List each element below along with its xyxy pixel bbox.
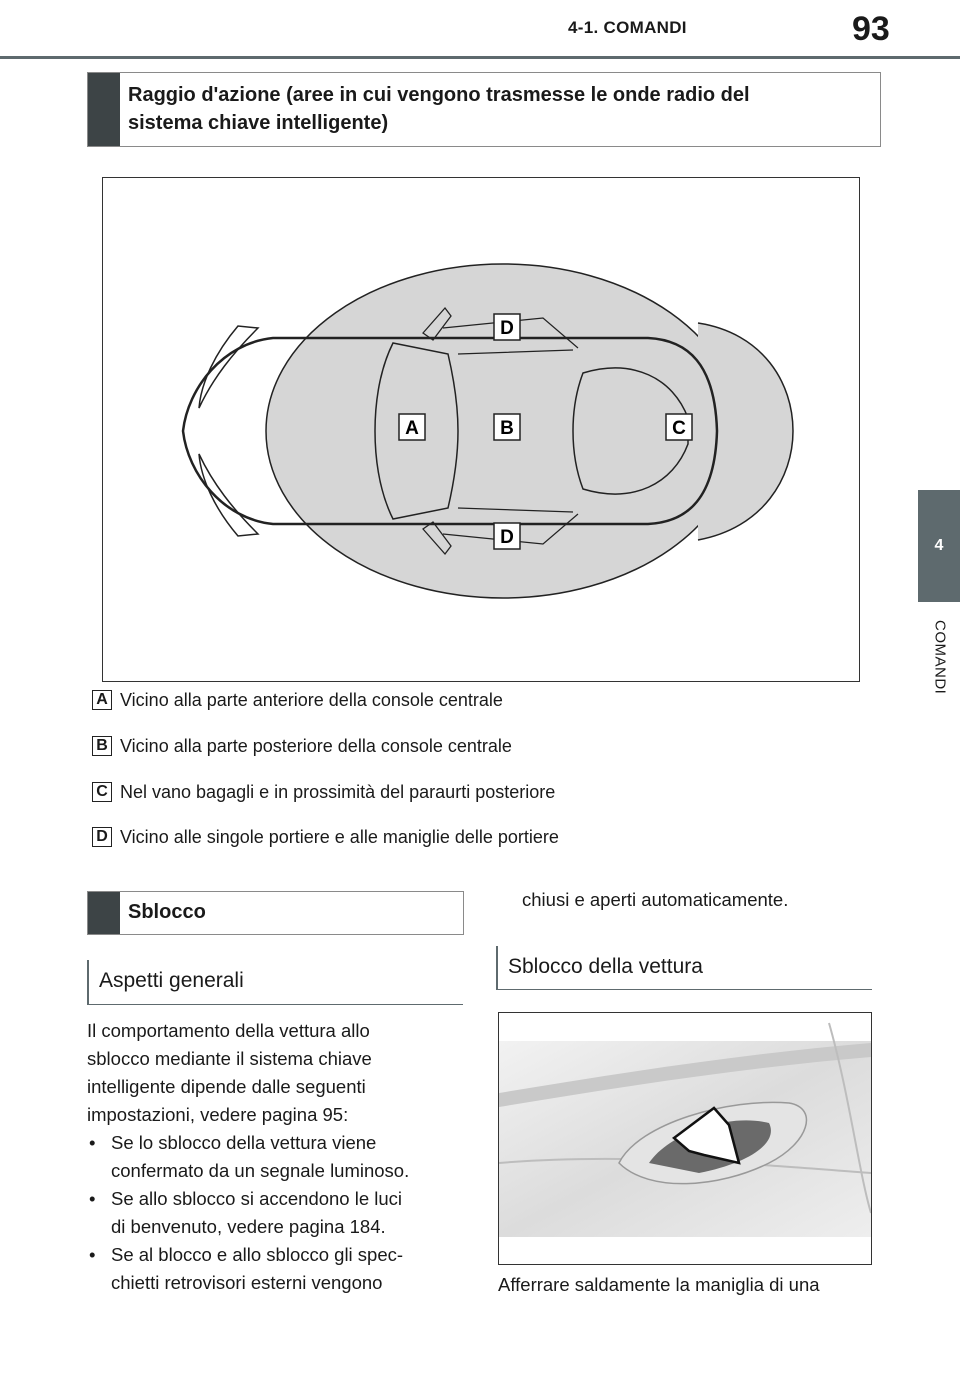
legend-item-a [92, 689, 503, 711]
legend-item-d [92, 826, 559, 848]
range-title-line2: sistema chiave intelligente) [128, 112, 389, 134]
legend-text-d: Vicino alle singole portiere e alle maniglie delle portiere [120, 826, 559, 847]
zone-label-c: C [672, 418, 686, 439]
bullet-item: • Se lo sblocco della vettura viene confermato da un segnale luminoso. [89, 1132, 410, 1181]
chapter-tab: 4 [918, 490, 960, 602]
unlock-vehicle-heading-text: Sblocco della vettura [508, 955, 703, 978]
general-subheading [87, 960, 463, 1005]
door-handle-image [499, 1013, 871, 1264]
legend-key-d: D [92, 827, 112, 847]
bullet-item: • Se allo sblocco si accendono le luci di benvenuto, vedere pagina 184. [89, 1188, 403, 1237]
general-body [87, 1017, 467, 1297]
range-title-line1: Raggio d'azione (aree in cui vengono trasmesse le onde radio del [128, 84, 750, 106]
door-handle-illustration [498, 1012, 872, 1265]
section-title: 4-1. COMANDI [568, 18, 687, 37]
range-section-heading [87, 72, 881, 147]
photo-caption: Afferrare saldamente la maniglia di una [498, 1274, 820, 1295]
unlock-section-heading [87, 891, 464, 935]
zone-label-d-bottom: D [500, 527, 514, 548]
legend-item-c [92, 781, 555, 803]
bullet-item: • Se al blocco e allo sblocco gli spec- chietti retrovisori esterni vengono [89, 1244, 404, 1293]
legend-key-b: B [92, 736, 112, 756]
unlock-title: Sblocco [128, 901, 206, 923]
chapter-label: COMANDI [931, 620, 949, 695]
general-para-line: Il comportamento della vettura allo [87, 1020, 370, 1041]
legend-key-c: C [92, 782, 112, 802]
zone-label-b: B [500, 418, 514, 439]
car-top-view-illustration [103, 178, 859, 681]
legend-item-b [92, 735, 512, 757]
legend-key-a: A [92, 690, 112, 710]
unlock-vehicle-subheading [496, 946, 872, 990]
continuation-text: chiusi e aperti automaticamente. [522, 889, 789, 910]
general-heading-text: Aspetti generali [99, 969, 244, 992]
section-bar [88, 73, 120, 146]
general-para-line: impostazioni, vedere pagina 95: [87, 1104, 349, 1125]
zone-label-a: A [405, 418, 419, 439]
legend-text-a: Vicino alla parte anteriore della console centrale [120, 689, 503, 710]
page-number: 93 [852, 10, 890, 48]
car-range-diagram [102, 177, 860, 682]
legend-text-b: Vicino alla parte posteriore della console centrale [120, 735, 512, 756]
legend-text-c: Nel vano bagagli e in prossimità del paraurti posteriore [120, 781, 556, 802]
section-bar [88, 892, 120, 934]
general-para-line: intelligente dipende dalle seguenti [87, 1076, 366, 1097]
header-divider [0, 56, 960, 59]
general-para-line: sblocco mediante il sistema chiave [87, 1048, 372, 1069]
zone-label-d-top: D [500, 318, 514, 339]
